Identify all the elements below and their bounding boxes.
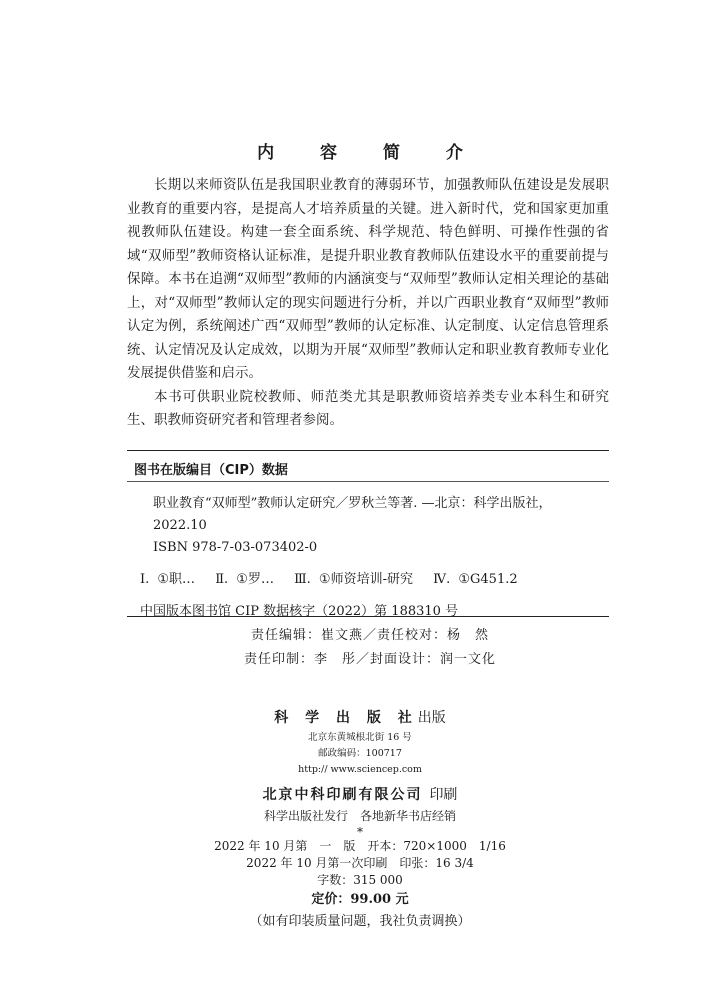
distribution-line: 科学出版社发行 各地新华书店经销 (263, 809, 456, 823)
cip-class-2: Ⅱ. ①罗… (215, 572, 274, 587)
cip-block (127, 493, 609, 623)
quality-note: （如有印装质量问题，我社负责调换） (249, 914, 471, 929)
staff-line-1: 责任编辑：崔文燕／责任校对：杨 然 (250, 628, 489, 643)
cip-core-number: 中国版本图书馆 CIP 数据核字（2022）第 188310 号 (140, 604, 459, 619)
printer-suffix: 印刷 (429, 787, 458, 803)
intro-section (127, 174, 609, 433)
page-title: 内 容 简 介 (257, 143, 483, 163)
cip-record-line-1: 职业教育“双师型”教师认定研究／罗秋兰等著. —北京：科学出版社， (153, 496, 552, 511)
publisher-url: http:// www.sciencep.com (298, 764, 422, 775)
publisher-address: 北京东黄城根北街 16 号 (308, 732, 412, 743)
intro-paragraph-1: 长期以来师资队伍是我国职业教育的薄弱环节，加强教师队伍建设是发展职业教育的重要内容，是提高人才培养质量的关键。进入新时代，党和国家更加重视教师队伍建设。构建一套全面系统、科学规范、特色鲜明、可操作性强的省域“双师型”教师资格认证标准，是提升职业教育教师队伍建设水平的重要前提与保障。本书在追溯“双师型”教师的内涵演变与“双师型”教师认定相关理论的基础上，对“双师型”教师认定的现实问题进行分析，并以广西职业教育“双师型”教师认定为例，系统阐述广西“双师型”教师的认定标准、认定制度、认定信息管理系统、认定情况及认定成效，以期为开展“双师型”教师认定和职业教育教师专业化发展提供借鉴和启示。 (127, 177, 609, 381)
cip-heading: 图书在版编目（CIP）数据 (134, 463, 288, 478)
word-count: 字数：315 000 (317, 873, 403, 887)
cip-isbn: ISBN 978-7-03-073402-0 (153, 540, 318, 555)
cip-class-4: Ⅳ. ①G451.2 (433, 572, 518, 587)
publisher-info (0, 706, 720, 933)
separator-star: * (357, 825, 363, 839)
cip-top-rule (127, 450, 609, 451)
intro-paragraph-2: 本书可供职业院校教师、师范类尤其是职教师资培养类专业本科生和研究生、职教师资研究者和管理者参阅。 (127, 388, 609, 428)
printer-name-text: 北京中科印刷有限公司 (262, 787, 423, 803)
publisher-postcode: 邮政编码：100717 (318, 748, 402, 759)
cip-record-line-2: 2022.10 (153, 518, 207, 533)
cip-heading-rule (127, 481, 609, 482)
edition-line: 2022 年 10 月第 一 版 开本：720×1000 1/16 (214, 839, 506, 853)
printer-name (0, 784, 720, 806)
publisher-name (0, 706, 720, 730)
price: 定价：99.00 元 (311, 892, 409, 907)
staff-credits (0, 624, 720, 672)
cip-class-1: Ⅰ. ①职… (140, 572, 196, 587)
printing-line: 2022 年 10 月第一次印刷 印张：16 3/4 (246, 856, 474, 870)
cip-bottom-rule (127, 616, 609, 617)
cip-classification (127, 569, 609, 591)
publisher-name-text: 科 学 出 版 社 (274, 710, 418, 726)
staff-line-2: 责任印制：李 彤／封面设计：润一文化 (243, 652, 496, 667)
cip-class-3: Ⅲ. ①师资培训-研究 (294, 572, 413, 587)
publisher-name-suffix: 出版 (417, 710, 446, 726)
